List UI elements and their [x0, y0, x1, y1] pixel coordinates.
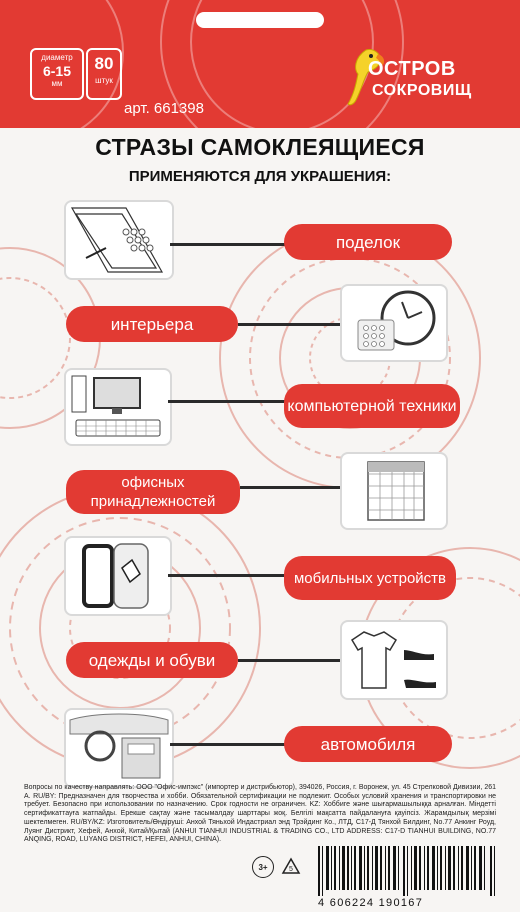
article-number: арт. 661398	[124, 100, 204, 117]
product-subtitle: ПРИМЕНЯЮТСЯ ДЛЯ УКРАШЕНИЯ:	[128, 168, 392, 185]
use-label-crafts: поделок	[284, 224, 452, 260]
connector-crafts	[170, 243, 286, 246]
use-label-clothes: одежды и обуви	[66, 642, 238, 678]
legal-text: Вопросы по качеству направлять: ООО "Офис-импэкс" (импортер и дистрибьютор), 394026, Россия, г. Воронеж, ул. 45 Стрелковой Дивизии, 261 А. RU/BY: Предназначен для творчества и хобби. Обязательной сертификации не подлежит. Особых условий хранения и транспортировки не требует. Безопасно при использовании по назначению. Срок годности не ограничен. KZ: Хоббиге және шығармашылыққа арналған. Міндетті сертификаттауға жатпайды. Ерекше сақтау және тасымалдау шарттары жоқ. Белгілі мақсатта пайдалануға қауіпсіз. Жарамдылық мерзімі шектелмеген. RU/BY/KZ: Изготовитель/Өндіруші: Анхой Тяньхой Индастриал энд Трэйдинг Ко., ЛТД, С17-Д Тянхой Билдинг, No.77 Анкинг Роуд, Луянг Дистрикт, Хефей, Анхой, Китай/Қытай (ANHUI TIANHUI INDUSTRIAL & TRADING CO., LTD ADDRESS: C17-D TIANHUI BUILDING, NO.77 ANQING, ROAD, LUYANG DISTRICT, HEFEI, ANHUI, CHINA).	[24, 784, 496, 844]
hang-hole	[196, 12, 324, 28]
computer-icon	[66, 370, 170, 444]
use-label-computer: компьютерной техники	[284, 384, 460, 428]
use-label-office: офисных принадлежностей	[66, 470, 240, 514]
car-interior-icon	[66, 710, 172, 786]
recycling-icon	[280, 856, 302, 878]
count-badge	[86, 48, 122, 100]
product-title: СТРАЗЫ САМОКЛЕЯЩИЕСЯ	[95, 134, 425, 160]
use-card-office	[340, 452, 448, 530]
diameter-value: 6-15	[42, 63, 72, 79]
svg-text:5: 5	[289, 866, 293, 873]
use-label-mobile: мобильных устройств	[284, 556, 456, 600]
diameter-label: диаметр	[41, 53, 73, 62]
certification-marks	[252, 856, 302, 878]
use-card-crafts	[64, 200, 174, 280]
connector-clothes	[238, 659, 342, 662]
use-card-mobile	[64, 536, 172, 616]
barcode-icon	[316, 846, 498, 896]
count-value: 80	[94, 54, 114, 73]
craft-board-icon	[66, 202, 172, 278]
header-band	[0, 0, 520, 128]
diameter-unit: мм	[51, 79, 63, 88]
phone-icon	[66, 538, 170, 614]
clothes-shoes-icon	[342, 622, 446, 698]
connector-office	[240, 486, 342, 489]
use-card-interior	[340, 284, 448, 362]
use-card-car	[64, 708, 174, 788]
barcode-number: 4 606224 190167	[318, 897, 424, 909]
connector-car	[170, 743, 286, 746]
use-card-clothes	[340, 620, 448, 700]
age-mark: 3+	[252, 856, 274, 878]
calendar-icon	[342, 454, 446, 528]
connector-interior	[238, 323, 342, 326]
connector-mobile	[168, 574, 286, 577]
count-unit: штук	[95, 76, 113, 85]
use-card-computer	[64, 368, 172, 446]
wall-clock-icon	[342, 286, 446, 360]
use-label-interior: интерьера	[66, 306, 238, 342]
diameter-badge	[30, 48, 84, 100]
connector-computer	[168, 400, 286, 403]
use-label-car: автомобиля	[284, 726, 452, 762]
brand-logo	[344, 44, 504, 108]
brand-name-line1: ОСТРОВ	[368, 58, 456, 80]
brand-name-line2: СОКРОВИЩ	[372, 82, 472, 99]
